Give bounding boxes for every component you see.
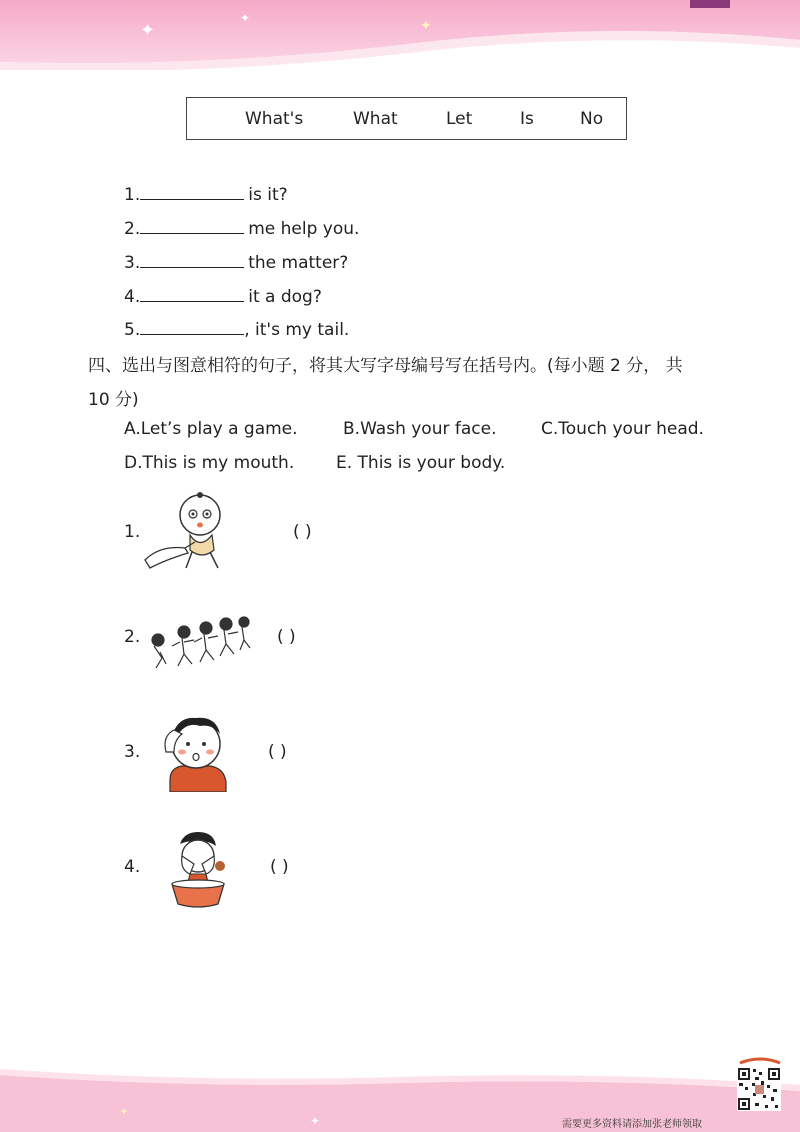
fill-in-line: 4. it a dog? bbox=[124, 287, 322, 307]
svg-text:✦: ✦ bbox=[140, 20, 156, 41]
fill-in-line: 5. , it's my tail. bbox=[124, 320, 350, 340]
answer-parentheses[interactable]: ( ) bbox=[277, 627, 296, 647]
baby-pointing-illustration bbox=[140, 490, 240, 575]
answer-parentheses[interactable]: ( ) bbox=[293, 522, 312, 542]
svg-text:✦: ✦ bbox=[120, 1107, 129, 1118]
option-d: D.This is my mouth. bbox=[124, 453, 295, 473]
header-decoration bbox=[0, 0, 800, 70]
picture-question-number: 1. bbox=[124, 522, 141, 542]
answer-parentheses[interactable]: ( ) bbox=[268, 742, 287, 762]
answer-blank[interactable] bbox=[140, 318, 244, 335]
word-bank-item: What's bbox=[245, 109, 304, 129]
answer-blank[interactable] bbox=[140, 217, 244, 234]
qr-caption: 需要更多资料请添加张老师领取 bbox=[562, 1119, 702, 1130]
fill-in-line: 1. is it? bbox=[124, 185, 288, 205]
option-e: E. This is your body. bbox=[336, 453, 506, 473]
word-bank-box bbox=[186, 97, 627, 140]
svg-text:✦: ✦ bbox=[420, 18, 432, 34]
boy-touching-head-illustration bbox=[160, 710, 235, 792]
answer-blank[interactable] bbox=[140, 251, 244, 268]
fill-in-line: 2. me help you. bbox=[124, 219, 360, 239]
option-a: A.Let’s play a game. bbox=[124, 419, 298, 439]
answer-blank[interactable] bbox=[140, 285, 244, 302]
section-title: 四、选出与图意相符的句子，将其大写字母编号写在括号内。(每小题 2 分， 共 bbox=[88, 356, 683, 376]
option-c: C.Touch your head. bbox=[541, 419, 704, 439]
qr-code-image bbox=[737, 1067, 781, 1111]
answer-parentheses[interactable]: ( ) bbox=[270, 857, 289, 877]
option-b: B.Wash your face. bbox=[343, 419, 497, 439]
word-bank-item: No bbox=[580, 109, 604, 129]
picture-question-number: 4. bbox=[124, 857, 141, 877]
svg-text:✦: ✦ bbox=[240, 11, 251, 25]
svg-text:✦: ✦ bbox=[310, 1114, 321, 1128]
boy-washing-face-illustration bbox=[168, 830, 228, 908]
fill-in-line: 3. the matter? bbox=[124, 253, 349, 273]
picture-question-number: 2. bbox=[124, 627, 141, 647]
section-title-cont: 10 分) bbox=[88, 390, 139, 410]
word-bank-item: What bbox=[353, 109, 398, 129]
children-playing-illustration bbox=[146, 612, 256, 670]
picture-question-number: 3. bbox=[124, 742, 141, 762]
answer-blank[interactable] bbox=[140, 183, 244, 200]
word-bank-item: Let bbox=[446, 109, 473, 129]
word-bank-item: Is bbox=[520, 109, 534, 129]
